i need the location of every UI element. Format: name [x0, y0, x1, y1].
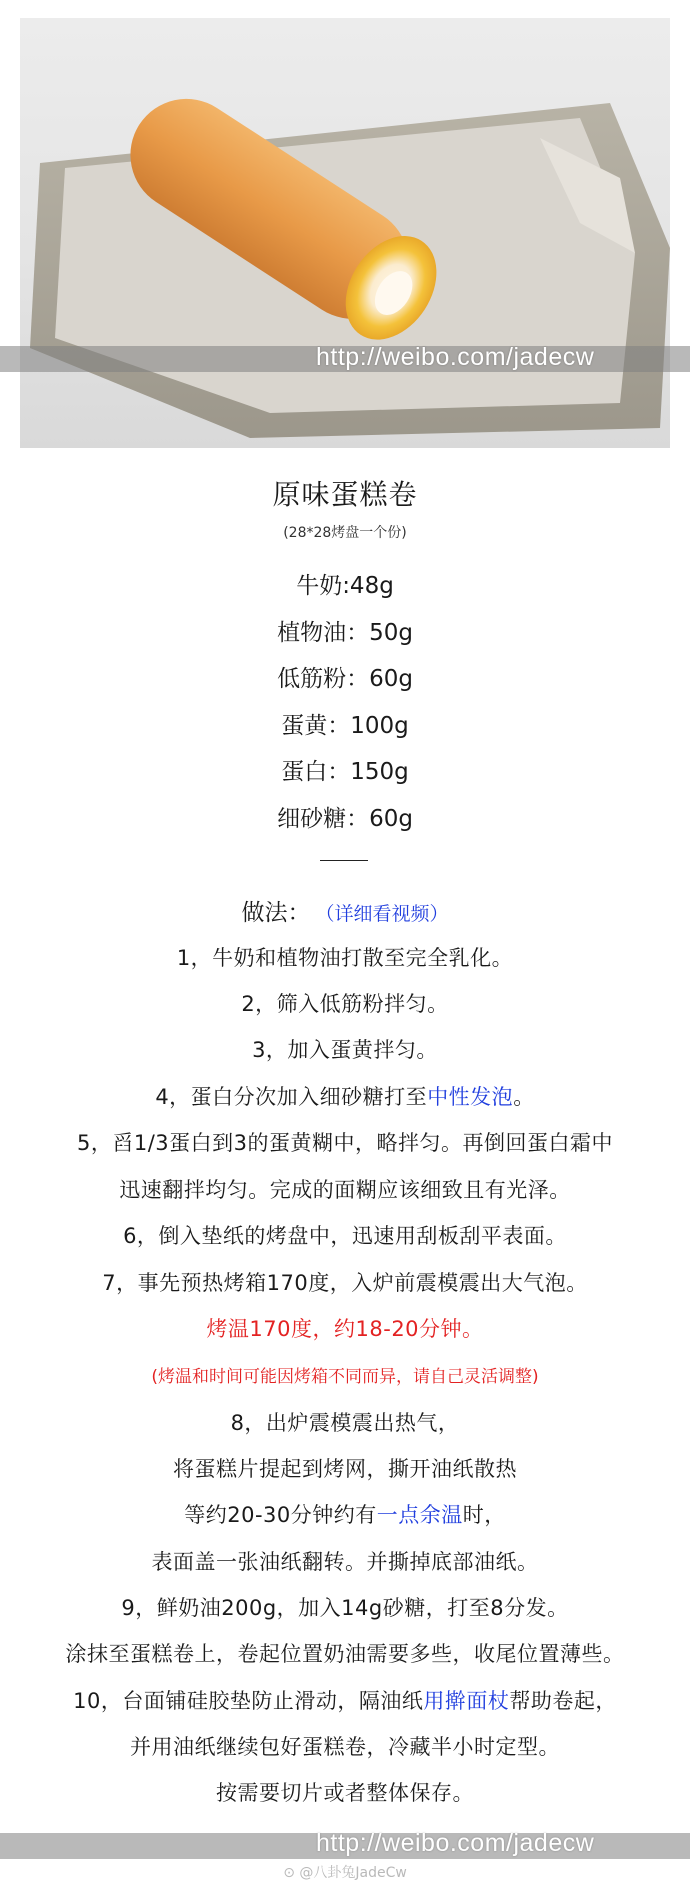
ingredient-milk: 牛奶:48g — [296, 573, 394, 599]
ingredient-white: 蛋白：150g — [281, 759, 409, 785]
step-4-highlight: 中性发泡 — [427, 1085, 514, 1109]
section-divider — [320, 860, 368, 861]
cake-roll-photo — [20, 18, 670, 448]
recipe-subtitle: (28*28烤盘一个份) — [283, 525, 407, 541]
step-10-text: 10，台面铺硅胶垫防止滑动，隔油纸 — [73, 1689, 424, 1713]
step-4 — [0, 1081, 690, 1111]
author-signature — [0, 1862, 690, 1882]
cake-roll-illustration — [20, 18, 670, 448]
step-4-end: 。 — [513, 1085, 535, 1109]
step-9-line-2: 涂抹至蛋糕卷上，卷起位置奶油需要多些，收尾位置薄些。 — [65, 1642, 625, 1666]
watermark-url-bottom: http://weibo.com/jadecw — [316, 1829, 595, 1857]
step-8-line-2: 将蛋糕片提起到烤网，撕开油纸散热 — [173, 1457, 517, 1481]
step-7: 7，事先预热烤箱170度，入炉前震模震出大气泡。 — [102, 1271, 588, 1295]
step-10-line-1 — [0, 1685, 690, 1715]
step-10-line-2: 并用油纸继续包好蛋糕卷，冷藏半小时定型。 — [130, 1735, 560, 1759]
step-6: 6，倒入垫纸的烤盘中，迅速用刮板刮平表面。 — [123, 1224, 567, 1248]
step-8-line-3-end: 时， — [462, 1503, 506, 1527]
step-5-line-1: 5，舀1/3蛋白到3的蛋黄糊中，略拌匀。再倒回蛋白霜中 — [76, 1131, 614, 1155]
weibo-logo-icon: ⊙ — [283, 1865, 295, 1881]
step-1: 1，牛奶和植物油打散至完全乳化。 — [176, 946, 514, 970]
method-video-note: （详细看视频） — [315, 903, 449, 925]
step-3: 3，加入蛋黄拌匀。 — [252, 1038, 438, 1062]
bake-note: (烤温和时间可能因烤箱不同而异，请自己灵活调整) — [151, 1367, 539, 1387]
recipe-title: 原味蛋糕卷 — [272, 478, 418, 511]
step-10-end: 帮助卷起， — [509, 1689, 617, 1713]
ingredient-sugar: 细砂糖：60g — [277, 806, 413, 832]
step-10-line-3: 按需要切片或者整体保存。 — [216, 1781, 474, 1805]
step-8-line-3 — [0, 1499, 690, 1529]
step-8-highlight: 一点余温 — [376, 1503, 463, 1527]
ingredient-flour: 低筋粉：60g — [277, 666, 413, 692]
bake-instruction: 烤温170度，约18-20分钟。 — [206, 1317, 484, 1341]
step-2: 2，筛入低筋粉拌匀。 — [241, 992, 449, 1016]
watermark-url-top: http://weibo.com/jadecw — [316, 343, 595, 371]
step-8-line-4: 表面盖一张油纸翻转。并撕掉底部油纸。 — [151, 1550, 539, 1574]
method-heading — [0, 894, 690, 927]
step-8-line-1: 8，出炉震模震出热气， — [230, 1411, 460, 1435]
step-10-highlight: 用擀面杖 — [423, 1689, 510, 1713]
author-handle: @八卦兔JadeCw — [299, 1865, 407, 1881]
step-9-line-1: 9，鲜奶油200g，加入14g砂糖，打至8分发。 — [121, 1596, 569, 1620]
ingredient-oil: 植物油：50g — [277, 620, 413, 646]
step-4-text: 4，蛋白分次加入细砂糖打至 — [155, 1085, 428, 1109]
step-5-line-2: 迅速翻拌均匀。完成的面糊应该细致且有光泽。 — [119, 1178, 571, 1202]
method-label: 做法： — [241, 900, 311, 926]
step-8-line-3-text: 等约20-30分钟约有 — [184, 1503, 377, 1527]
ingredient-yolk: 蛋黄：100g — [281, 713, 409, 739]
